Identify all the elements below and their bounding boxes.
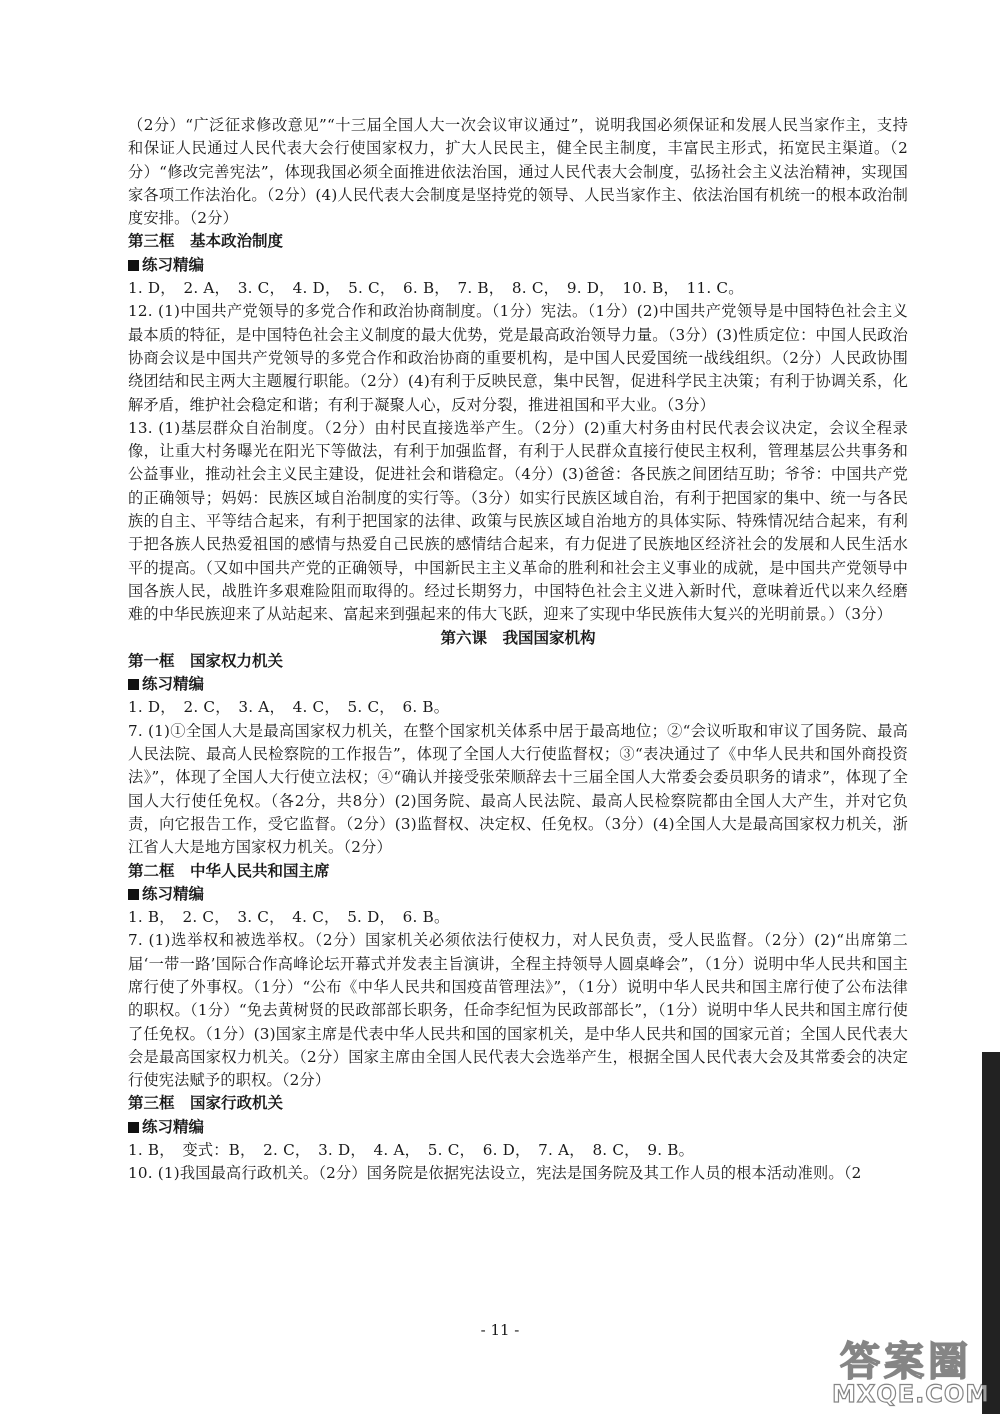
answer-paragraph: 13. (1)基层群众自治制度。（2分）由村民直接选举产生。（2分）(2)重大村务由村民代表会议决定，会议全程录像，让重大村务曝光在阳光下等做法，有利于加强监督，有利于人民群众直接行使民主权利，管理基层公共事务和公益事业，推动社会主义民主建设，促进社会和谐稳定。（4分）(3)爸爸：各民族之间团结互助；爷爷：中国共产党的正确领导；妈妈：民族区域自治制度的实行等。（3分）如实行民族区域自治，有利于把国家的集中、统一与各民族的自主、平等结合起来，有利于把国家的法律、政策与民族区域自治地方的具体实际、特殊情况结合起来，有利于把各族人民热爱祖国的感情与热爱自己民族的感情结合起来，有力促进了民族地区经济社会的发展和人民生活水平的提高。（又如中国共产党的正确领导，中国新民主主义革命的胜利和社会主义事业的成就，是中国共产党领导中国各族人民，战胜许多艰难险阻而取得的。经过长期努力，中国特色社会主义进入新时代，意味着近代以来久经磨难的中华民族迎来了从站起来、富起来到强起来的伟大飞跃，迎来了实现中华民族伟大复兴的光明前景。）（3分）: [128, 418, 908, 624]
answer-paragraph: 7. (1)选举权和被选举权。（2分）国家机关必须依法行使权力，对人民负责，受人民监督。（2分）(2)“出席第二届‘一带一路’国际合作高峰论坛开幕式并发表主旨演讲，全程主持领导人圆桌峰会”，（1分）说明中华人民共和国主席行使了外事权。（1分）“公布《中华人民共和国疫苗管理法》”，（1分）说明中华人民共和国主席行使了公布法律的职权。（1分）“免去黄树贤的民政部部长职务，任命李纪恒为民政部部长”，（1分）说明中华人民共和国主席行使了任免权。（1分）(3)国家主席是代表中华人民共和国的国家机关，是中华人民共和国的国家元首；全国人民代表大会是最高国家权力机关。（2分）国家主席由全国人民代表大会选举产生，根据全国人民代表大会及其常委会的决定行使宪法赋予的职权。（2分）: [128, 931, 908, 1090]
practice-subheading: 练习精编: [128, 673, 908, 696]
section-heading: 第一框 国家权力机关: [128, 651, 284, 670]
choice-answers: 1. D， 2. C， 3. A， 4. C， 5. C， 6. B。: [128, 698, 450, 717]
answer-paragraph: 10. (1)我国最高行政机关。（2分）国务院是依据宪法设立，宪法是国务院及其工作人员的根本活动准则。（2: [128, 1164, 862, 1183]
answer-paragraph: 12. (1)中国共产党领导的多党合作和政治协商制度。（1分）宪法。（1分）(2)中国共产党领导是中国特色社会主义最本质的特征，是中国特色社会主义制度的最大优势，党是最高政治领导力量。（3分）(3)性质定位：中国人民政治协商会议是中国共产党领导的多党合作和政治协商的重要机构，是中国人民爱国统一战线组织。（2分）人民政协围绕团结和民主两大主题履行职能。（2分）(4)有利于反映民意，集中民智，促进科学民主决策；有利于协调关系，化解矛盾，维护社会稳定和谐；有利于凝聚人心，反对分裂，推进祖国和平大业。（3分）: [128, 302, 908, 414]
practice-subheading: 练习精编: [128, 254, 908, 277]
choice-answers: 1. D， 2. A， 3. C， 4. D， 5. C， 6. B， 7. B， 8. C， 9. D， 10. B， 11. C。: [128, 279, 744, 298]
watermark-url: MXQE.COM: [832, 1380, 991, 1408]
choice-answers: 1. B， 变式：B， 2. C， 3. D， 4. A， 5. C， 6. D， 7. A， 8. C， 9. B。: [128, 1141, 695, 1160]
watermark-logo: [832, 1330, 1000, 1414]
page-body: [128, 114, 908, 1186]
practice-subheading: 练习精编: [128, 883, 908, 906]
choice-answers: 1. B， 2. C， 3. C， 4. C， 5. D， 6. B。: [128, 908, 450, 927]
lesson-title: 第六课 我国国家机构: [440, 628, 596, 647]
section-heading: 第三框 国家行政机关: [128, 1094, 284, 1113]
practice-subheading: 练习精编: [128, 1116, 908, 1139]
answer-paragraph: 7. (1)①全国人大是最高国家权力机关，在整个国家机关体系中居于最高地位；②“会议听取和审议了国务院、最高人民法院、最高人民检察院的工作报告”，体现了全国人大行使监督权；③“表决通过了《中华人民共和国外商投资法》”，体现了全国人大行使立法权；④“确认并接受张荣顺辞去十三届全国人大常委会委员职务的请求”，体现了全国人大行使任免权。（各2分，共8分）(2)国务院、最高人民法院、最高人民检察院都由全国人大产生，并对它负责，向它报告工作，受它监督。（2分）(3)监督权、决定权、任免权。（3分）(4)全国人大是最高国家权力机关，浙江省人大是地方国家权力机关。（2分）: [128, 721, 908, 857]
watermark-text: 答案圈: [840, 1339, 972, 1385]
section-heading: 第二框 中华人民共和国主席: [128, 861, 330, 880]
answer-paragraph: （2分）“广泛征求修改意见”“十三届全国人大一次会议审议通过”，说明我国必须保证和发展人民当家作主，支持和保证人民通过人民代表大会行使国家权力，扩大人民民主，健全民主制度，丰富民主形式，拓宽民主渠道。（2分）“修改完善宪法”，体现我国必须全面推进依法治国，通过人民代表大会制度，弘扬社会主义法治精神，实现国家各项工作法治化。（2分）(4)人民代表大会制度是坚持党的领导、人民当家作主、依法治国有机统一的根本政治制度安排。（2分）: [128, 116, 908, 228]
section-heading: 第三框 基本政治制度: [128, 232, 284, 251]
page-number: - 11 -: [480, 1321, 520, 1339]
